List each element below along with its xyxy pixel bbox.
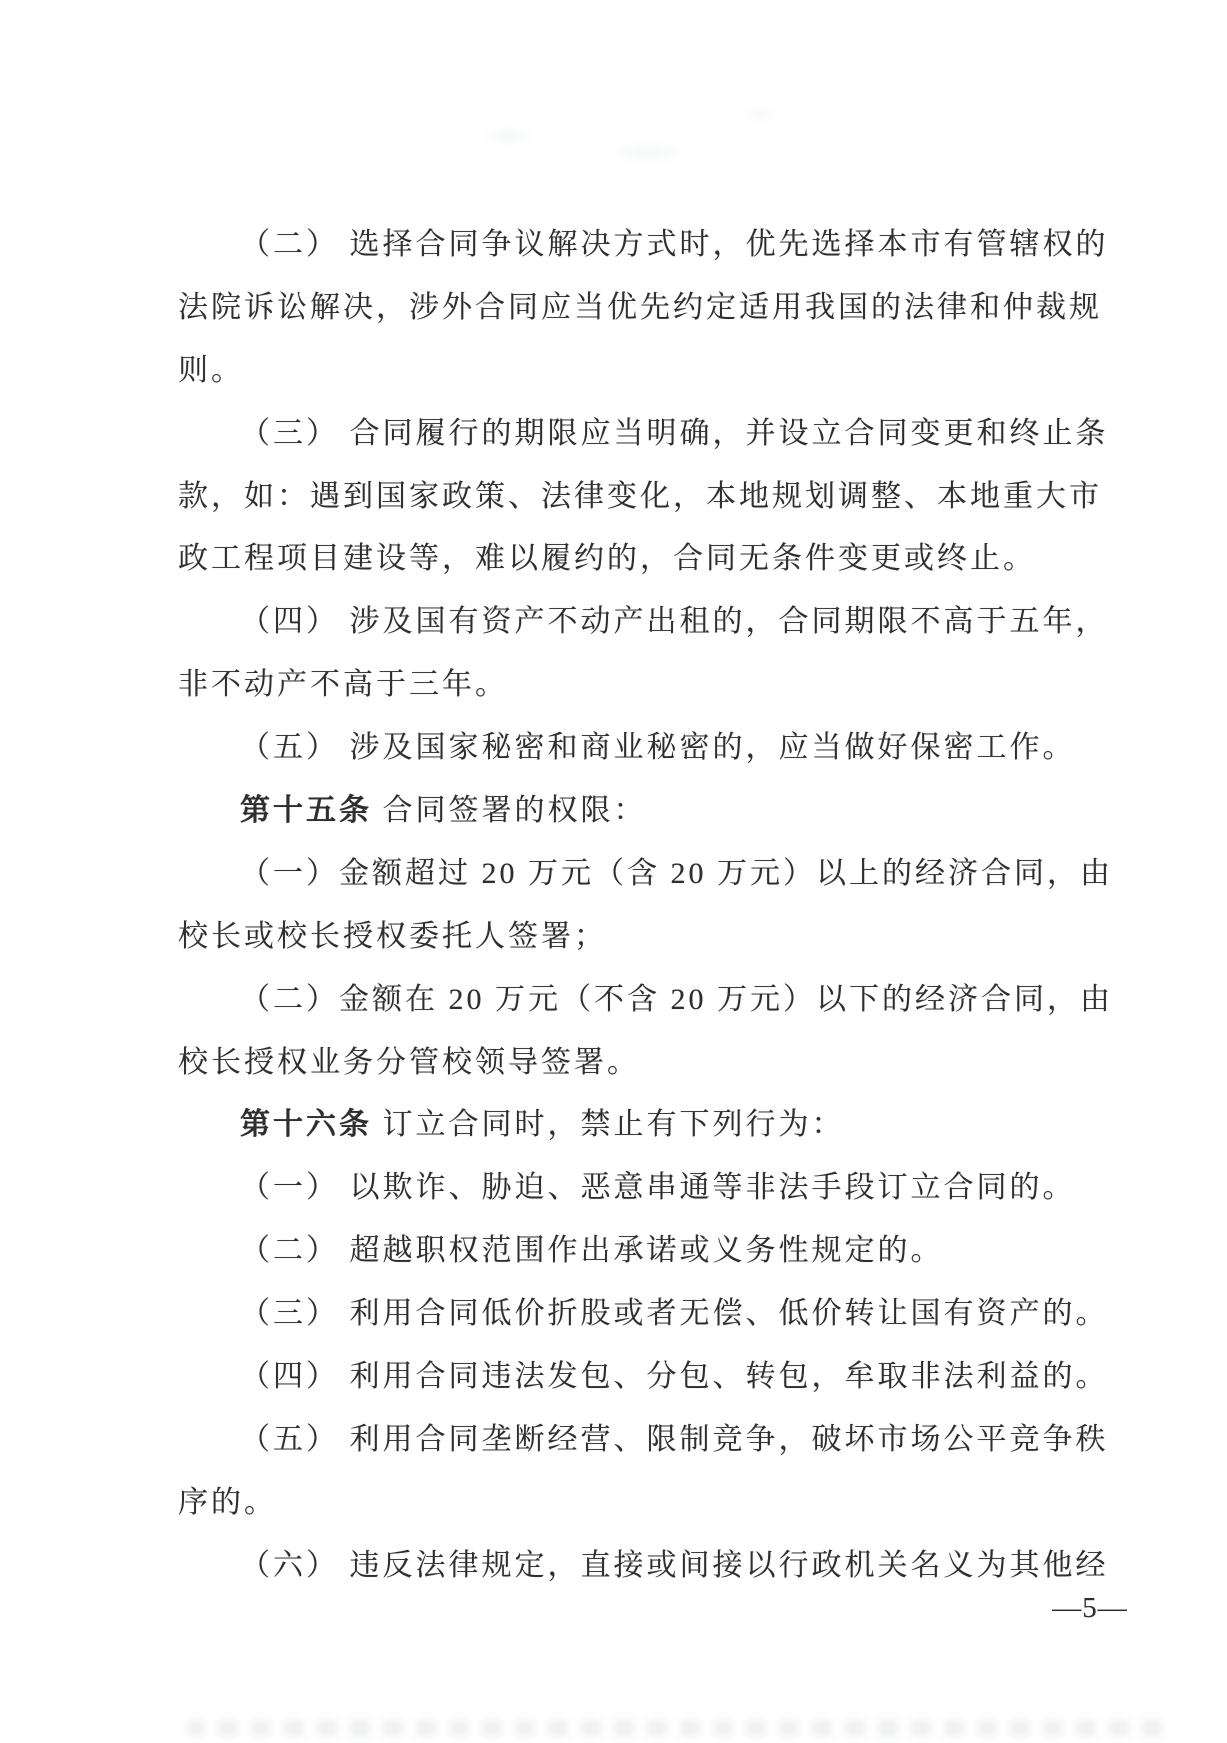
doc-line: （二） 超越职权范围作出承诺或义务性规定的。 — [240, 1234, 944, 1268]
doc-line: 款，如：遇到国家政策、法律变化，本地规划调整、本地重大市 — [178, 479, 1102, 513]
doc-line: （三） 利用合同低价折股或者无偿、低价转让国有资产的。 — [240, 1297, 1109, 1331]
clause-title: 订立合同时，禁止有下列行为： — [372, 1108, 845, 1142]
doc-line: （三） 合同履行的期限应当明确，并设立合同变更和终止条 — [240, 416, 1109, 450]
doc-line: （四） 利用合同违法发包、分包、转包，牟取非法利益的。 — [240, 1360, 1109, 1394]
clause-title: 合同签署的权限： — [372, 794, 647, 828]
document-body — [178, 214, 1118, 1598]
doc-line-heading — [178, 780, 1118, 843]
doc-line: （五） 涉及国家秘密和商业秘密的，应当做好保密工作。 — [240, 731, 1076, 765]
doc-line: （四） 涉及国有资产不动产出租的，合同期限不高于五年， — [240, 605, 1109, 639]
doc-line: （二）金额在 20 万元（不含 20 万元）以下的经济合同，由 — [240, 982, 1113, 1016]
scan-smudge-top — [340, 70, 900, 180]
scan-bleed-through-bottom — [185, 1720, 1175, 1736]
doc-line: （五） 利用合同垄断经营、限制竞争，破坏市场公平竞争秩 — [240, 1422, 1109, 1456]
doc-line: 政工程项目建设等，难以履约的，合同无条件变更或终止。 — [178, 542, 1036, 576]
clause-number: 第十六条 — [240, 1108, 372, 1142]
doc-line: （一） 以欺诈、胁迫、恶意串通等非法手段订立合同的。 — [240, 1171, 1076, 1205]
doc-line: 非不动产不高于三年。 — [178, 668, 508, 702]
doc-line-heading — [178, 1094, 1118, 1157]
clause-number: 第十五条 — [240, 794, 372, 828]
doc-line: （一）金额超过 20 万元（含 20 万元）以上的经济合同，由 — [240, 856, 1113, 890]
doc-line: 则。 — [178, 353, 244, 387]
doc-line: 序的。 — [178, 1485, 277, 1519]
doc-line: （二） 选择合同争议解决方式时，优先选择本市有管辖权的 — [240, 228, 1109, 261]
page-number: —5— — [1052, 1592, 1128, 1624]
doc-line: 校长或校长授权委托人签署； — [178, 919, 607, 953]
doc-line: 校长授权业务分管校领导签署。 — [178, 1045, 640, 1079]
doc-line: （六） 违反法律规定，直接或间接以行政机关名义为其他经 — [240, 1548, 1109, 1582]
doc-line: 法院诉讼解决，涉外合同应当优先约定适用我国的法律和仲裁规 — [178, 290, 1102, 324]
